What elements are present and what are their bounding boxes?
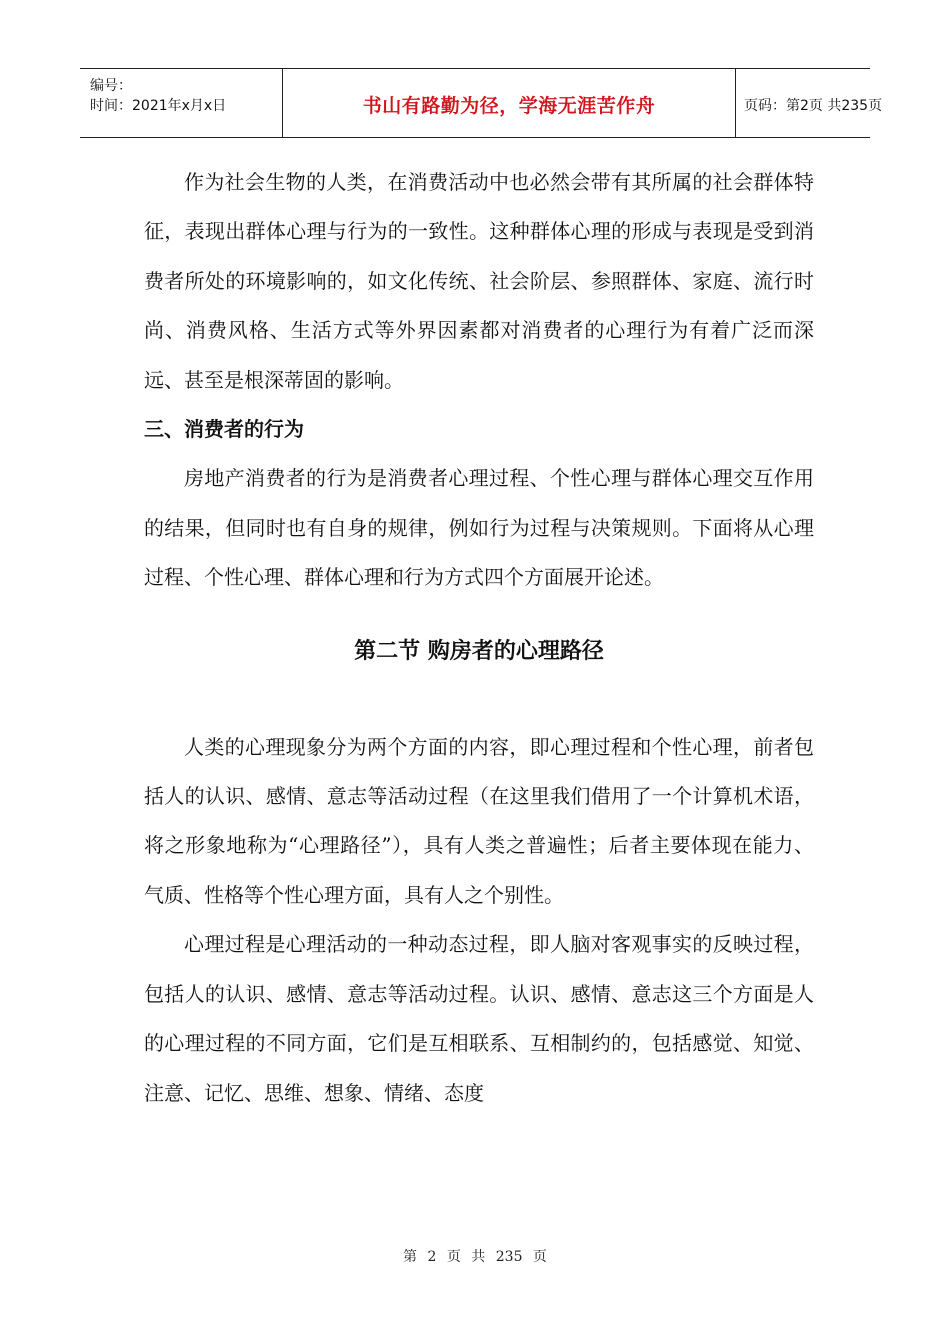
paragraph-group-psychology: 作为社会生物的人类，在消费活动中也必然会带有其所属的社会群体特征，表现出群体心理与行为的一致性。这种群体心理的形成与表现是受到消费者所处的环境影响的，如文化传统、社会阶层、参照群体、家庭、流行时尚、消费风格、生活方式等外界因素都对消费者的心理行为有着广泛而深远、甚至是根深蒂固的影响。	[144, 170, 814, 392]
page-header	[80, 68, 883, 138]
number-label: 编号：	[90, 78, 132, 94]
header-page-cell	[736, 69, 883, 137]
page-footer: 第 2 页 共 235 页	[403, 1249, 547, 1265]
section-heading-consumer-behavior: 三、消费者的行为	[144, 417, 304, 442]
header-motto: 书山有路勤为径，学海无涯苦作舟	[362, 95, 656, 117]
date-label: 时间：2021年x月x日	[90, 98, 227, 114]
paragraph-psychological-phenomena: 人类的心理现象分为两个方面的内容，即心理过程和个性心理，前者包括人的认识、感情、意志等活动过程（在这里我们借用了一个计算机术语，将之形象地称为“心理路径”），具有人类之普遍性；后者主要体现在能力、气质、性格等个性心理方面，具有人之个别性。	[144, 734, 814, 907]
paragraph-psychological-process: 心理过程是心理活动的一种动态过程，即人脑对客观事实的反映过程，包括人的认识、感情、意志等活动过程。认识、感情、意志这三个方面是人的心理过程的不同方面，它们是互相联系、互相制约的，包括感觉、知觉、注意、记忆、思维、想象、情绪、态度	[144, 932, 814, 1105]
document-body	[144, 158, 814, 1118]
header-info-cell	[80, 69, 282, 137]
chapter-title: 第二节 购房者的心理路径	[354, 638, 604, 664]
header-motto-cell	[282, 69, 736, 137]
header-page-label: 页码：第2页 共235页	[744, 98, 883, 114]
paragraph-consumer-behavior: 房地产消费者的行为是消费者心理过程、个性心理与群体心理交互作用的结果，但同时也有自身的规律，例如行为过程与决策规则。下面将从心理过程、个性心理、群体心理和行为方式四个方面展开论述。	[144, 466, 814, 590]
